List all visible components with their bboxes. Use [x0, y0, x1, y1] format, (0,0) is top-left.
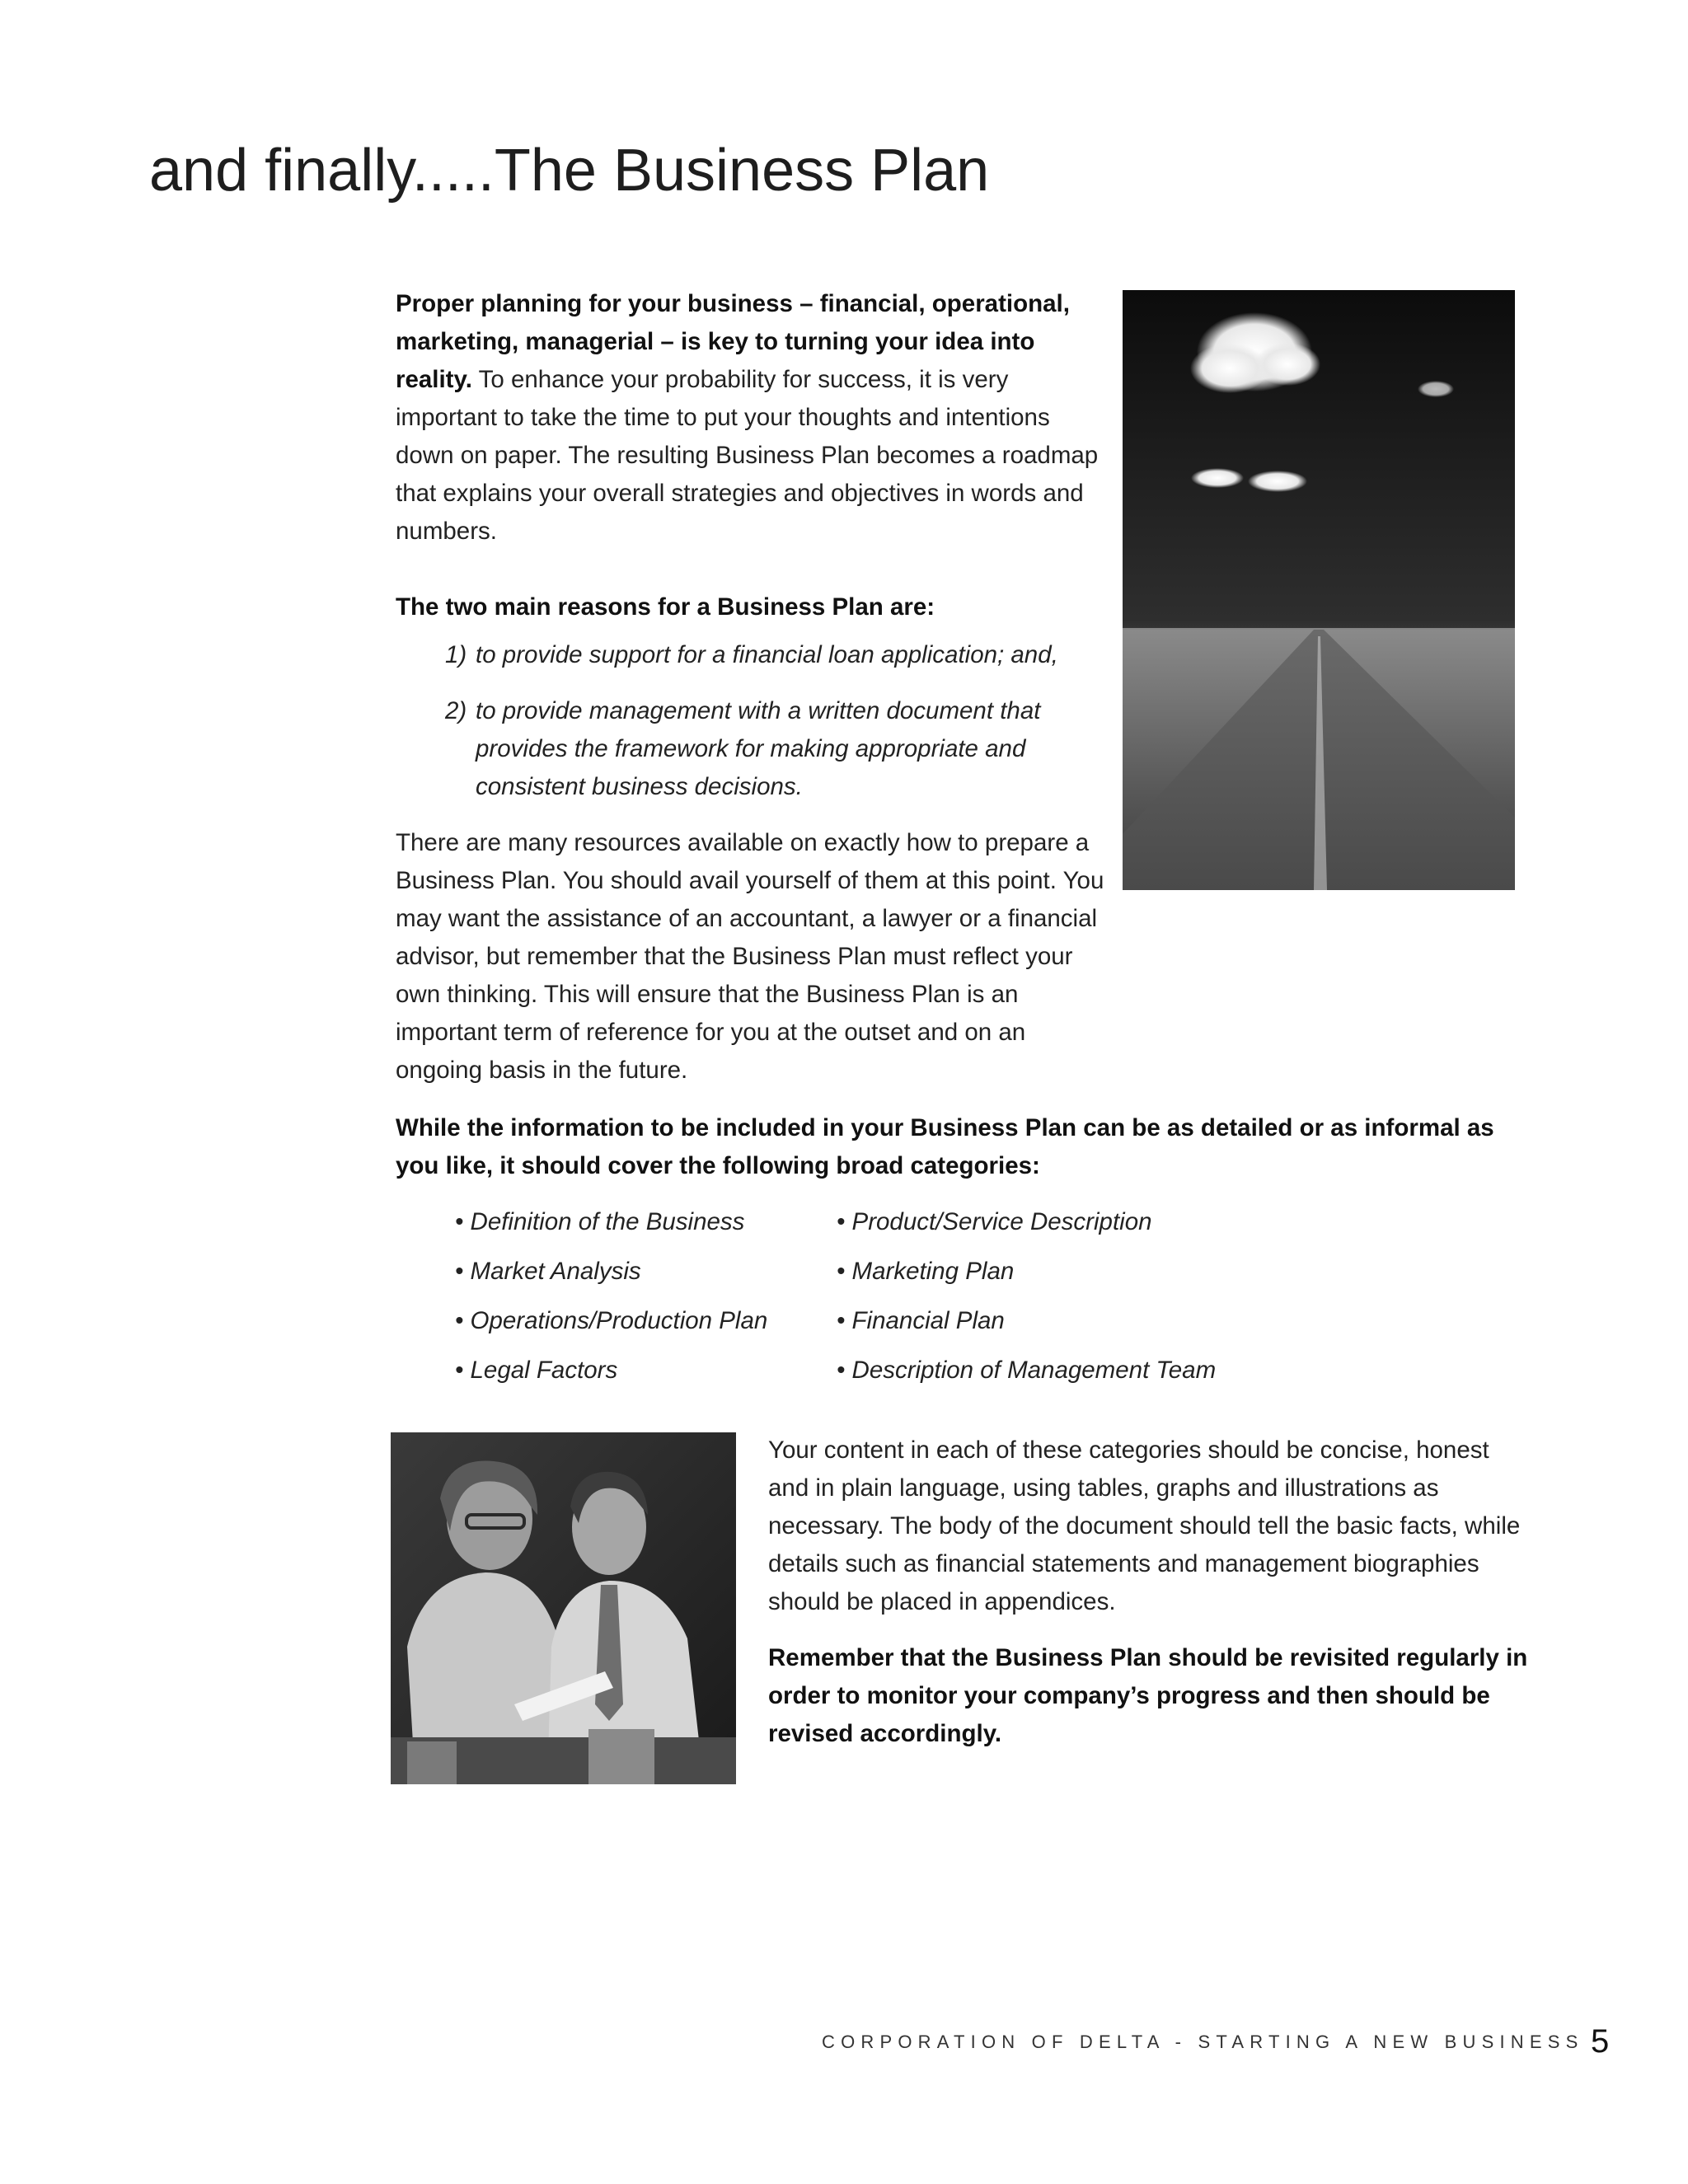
page-number: 5 — [1591, 2023, 1610, 2060]
list-item: • Legal Factors — [455, 1357, 618, 1384]
page-title: and finally.....The Business Plan — [149, 138, 990, 204]
resources-paragraph: There are many resources available on exactly how to prepare a Business Plan. You should avail yourself of them at this point. You may want the assistance of an accountant, a lawyer or a financial advisor, but remember that the Business Plan must reflect your own thinking. This will ensure that the Business Plan is an important term of reference for you at the outset and on an ongoing basis in the future. — [396, 829, 1104, 1084]
list-item — [396, 692, 1104, 806]
list-item: • Marketing Plan — [837, 1258, 1015, 1285]
intro-paragraph — [396, 285, 1104, 551]
categories-intro: While the information to be included in your Business Plan can be as detailed or as informal as you like, it should cover the following broad categories: — [396, 1114, 1494, 1179]
footer-text: CORPORATION OF DELTA - STARTING A NEW BUSINESS — [822, 2032, 1584, 2052]
list-item: • Description of Management Team — [837, 1357, 1217, 1384]
list-item — [396, 636, 1104, 674]
intro-lead: Proper planning for your business – financial, operational, marketing, managerial – is key to turning your idea into reality. — [396, 290, 1070, 393]
content-column — [768, 1432, 1535, 1753]
content-paragraph: Your content in each of these categories should be concise, honest and in plain language, using tables, graphs and illustrations as necessary. The body of the document should tell the basic facts, while details such as financial statements and management biographies should be placed in appendices. — [768, 1436, 1521, 1615]
list-item: • Financial Plan — [837, 1307, 1005, 1334]
reasons-heading: The two main reasons for a Business Plan are: — [396, 593, 935, 621]
reasons-list — [396, 636, 1104, 806]
list-item: • Product/Service Description — [837, 1208, 1152, 1235]
list-number: 1) — [445, 641, 467, 668]
list-number: 2) — [445, 697, 467, 724]
people-photo — [391, 1432, 736, 1784]
list-text: to provide management with a written document that provides the framework for making appropriate and consistent business decisions. — [476, 697, 1041, 800]
remember-paragraph: Remember that the Business Plan should be revisited regularly in order to monitor your company’s progress and then should be revised accordingly. — [768, 1644, 1528, 1747]
intro-body: To enhance your probability for success, it is very important to take the time to put your thoughts and intentions down on paper. The resulting Business Plan becomes a roadmap that explains your overall strategies and objectives in words and numbers. — [396, 366, 1099, 545]
list-text: to provide support for a financial loan application; and, — [476, 641, 1058, 668]
road-photo — [1123, 290, 1515, 890]
main-column — [396, 285, 1104, 1090]
categories-grid — [455, 1203, 1526, 1390]
list-item: • Definition of the Business — [455, 1208, 745, 1235]
list-item: • Market Analysis — [455, 1258, 641, 1285]
list-item: • Operations/Production Plan — [455, 1307, 768, 1334]
